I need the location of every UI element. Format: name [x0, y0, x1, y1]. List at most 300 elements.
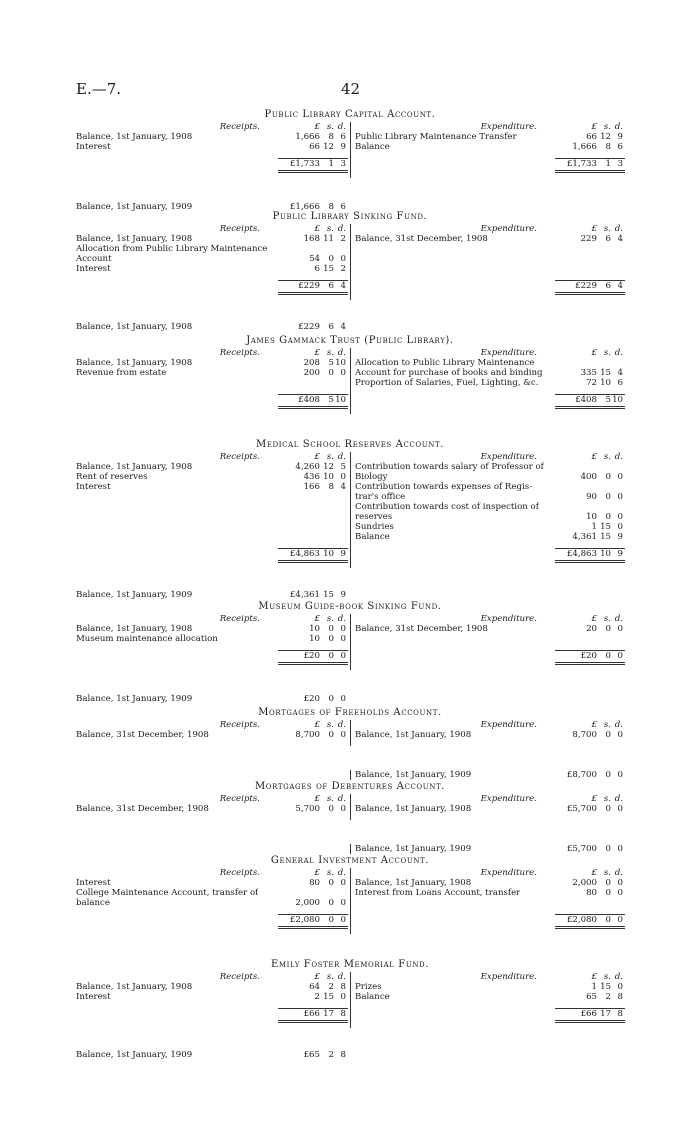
pounds: 208 — [303, 358, 320, 368]
column-units — [555, 794, 625, 804]
row-label: Proportion of Salaries, Fuel, Lighting, &c. — [355, 378, 539, 388]
pounds: 1,666 — [572, 142, 597, 152]
total-row — [350, 548, 627, 558]
row-label: Prizes — [355, 982, 382, 992]
amount — [555, 522, 625, 532]
row-label: Sundries — [355, 522, 394, 532]
amount — [278, 548, 348, 563]
receipts-heading — [74, 614, 350, 624]
pound-unit: £ — [314, 868, 320, 878]
pounds: 1 — [591, 522, 597, 532]
pounds: 1 — [591, 982, 597, 992]
row-label: College Maintenance Account, transfer of — [76, 888, 259, 898]
pence: 0 — [617, 492, 623, 502]
pounds: 64 — [309, 982, 320, 992]
pound-unit: £ — [591, 972, 597, 982]
column-rule — [350, 868, 351, 934]
pence: 0 — [340, 878, 346, 888]
amount — [555, 1008, 625, 1023]
shillings: 0 — [605, 651, 611, 661]
ledger-row — [74, 624, 350, 634]
receipts-heading — [74, 794, 350, 804]
row-label: Balance, 1st January, 1908 — [76, 462, 193, 472]
shillings: 17 — [600, 1009, 611, 1019]
pounds: £5,700 — [566, 844, 597, 854]
column-heading: Expenditure. — [480, 614, 537, 624]
receipts-heading — [74, 720, 350, 730]
receipts-heading — [74, 224, 350, 234]
shillings: 0 — [605, 915, 611, 925]
page-number: 42 — [341, 80, 361, 98]
row-label: Balance, 1st January, 1908 — [76, 982, 193, 992]
amount — [555, 624, 625, 634]
pound-unit: £ — [314, 452, 320, 462]
amount — [555, 982, 625, 992]
pence: 6 — [340, 202, 346, 212]
pounds: 66 — [586, 132, 597, 142]
amount — [278, 898, 348, 908]
pounds: £4,863 — [289, 549, 320, 559]
column-units — [278, 614, 348, 624]
pence: 0 — [617, 730, 623, 740]
shillings: 0 — [605, 472, 611, 482]
ledger-row — [74, 482, 350, 492]
balance-carried-row — [74, 694, 350, 704]
row-label: Interest — [76, 142, 111, 152]
pound-unit: £ — [591, 122, 597, 132]
pounds: £229 — [298, 281, 320, 291]
pence: 0 — [617, 915, 623, 925]
pounds: 10 — [309, 634, 320, 644]
shilling-unit: s. — [603, 122, 611, 132]
pounds: 80 — [586, 888, 597, 898]
expenditure-heading — [350, 972, 627, 982]
pence: 2 — [340, 234, 346, 244]
pounds: 80 — [309, 878, 320, 888]
shilling-unit: s. — [603, 972, 611, 982]
pence: 0 — [617, 770, 623, 780]
amount — [278, 394, 348, 409]
shillings: 0 — [605, 512, 611, 522]
column-heading: Expenditure. — [480, 972, 537, 982]
shillings: 0 — [328, 804, 334, 814]
shillings: 0 — [328, 878, 334, 888]
pounds: 1,666 — [295, 132, 320, 142]
pence: 4 — [340, 482, 346, 492]
pounds: £20 — [303, 694, 320, 704]
row-label: Allocation to Public Library Maintenance — [355, 358, 535, 368]
amount — [278, 1050, 348, 1060]
pounds: 200 — [303, 368, 320, 378]
pence: 8 — [340, 982, 346, 992]
pence: 0 — [340, 634, 346, 644]
amount — [278, 804, 348, 814]
pence-unit: d. — [337, 614, 346, 624]
column-rule — [350, 348, 351, 414]
pound-unit: £ — [314, 348, 320, 358]
pounds: £20 — [580, 651, 597, 661]
ledger-row — [350, 992, 627, 1002]
ledger-row — [350, 982, 627, 992]
row-label: Balance, 1st January, 1909 — [76, 694, 193, 704]
account-title: Mortgages of Debentures Account. — [254, 781, 446, 792]
row-label: Balance — [355, 532, 390, 542]
row-label: trar's office — [355, 492, 406, 502]
row-label: Balance, 1st January, 1908 — [76, 322, 193, 332]
pound-unit: £ — [591, 348, 597, 358]
pounds: £65 — [303, 1050, 320, 1060]
amount — [278, 694, 348, 704]
pounds: £2,080 — [566, 915, 597, 925]
ledger-row — [350, 234, 627, 244]
shillings: 2 — [605, 992, 611, 1002]
amount — [555, 650, 625, 665]
row-label: Balance, 1st January, 1908 — [355, 878, 472, 888]
total-row — [350, 280, 627, 290]
pounds: 8,700 — [295, 730, 320, 740]
pence-unit: d. — [337, 720, 346, 730]
amount — [278, 358, 348, 368]
pound-unit: £ — [314, 972, 320, 982]
pence-unit: d. — [614, 720, 623, 730]
column-rule — [350, 122, 351, 178]
amount — [278, 650, 348, 665]
amount — [555, 804, 625, 814]
pence-unit: d. — [337, 122, 346, 132]
pence: 9 — [340, 549, 346, 559]
balance-carried-row — [74, 1050, 350, 1060]
column-rule — [350, 452, 351, 568]
pence: 0 — [617, 878, 623, 888]
shillings: 0 — [605, 878, 611, 888]
amount — [555, 548, 625, 563]
column-units — [278, 868, 348, 878]
pence: 10 — [335, 395, 346, 405]
column-heading: Expenditure. — [480, 224, 537, 234]
pence: 6 — [617, 378, 623, 388]
shilling-unit: s. — [603, 614, 611, 624]
pence: 4 — [617, 368, 623, 378]
shilling-unit: s. — [603, 868, 611, 878]
shilling-unit: s. — [326, 452, 334, 462]
column-units — [278, 794, 348, 804]
row-label: Interest — [76, 482, 111, 492]
pence: 5 — [340, 462, 346, 472]
shilling-unit: s. — [603, 348, 611, 358]
shilling-unit: s. — [326, 122, 334, 132]
pounds: £66 — [580, 1009, 597, 1019]
row-label: Balance, 1st January, 1909 — [76, 590, 193, 600]
ledger-row — [74, 634, 350, 644]
pence: 0 — [617, 982, 623, 992]
ledger-row — [350, 888, 627, 898]
column-units — [555, 122, 625, 132]
shillings: 0 — [328, 730, 334, 740]
shillings: 8 — [328, 132, 334, 142]
pence: 0 — [340, 915, 346, 925]
shillings: 0 — [328, 651, 334, 661]
column-heading: Receipts. — [219, 122, 260, 132]
pence-unit: d. — [337, 224, 346, 234]
column-heading: Expenditure. — [480, 794, 537, 804]
ledger-row — [350, 502, 627, 512]
pence: 9 — [340, 590, 346, 600]
pounds: 20 — [586, 624, 597, 634]
shillings: 12 — [323, 462, 334, 472]
shillings: 5 — [328, 358, 334, 368]
pounds: 72 — [586, 378, 597, 388]
pence: 4 — [617, 234, 623, 244]
pounds: £66 — [303, 1009, 320, 1019]
pence: 0 — [340, 624, 346, 634]
ledger-row — [350, 378, 627, 388]
amount — [555, 888, 625, 898]
amount — [555, 472, 625, 482]
amount — [278, 132, 348, 142]
pound-unit: £ — [591, 868, 597, 878]
balance-carried-row — [74, 590, 350, 600]
pence: 6 — [340, 132, 346, 142]
pence: 10 — [612, 395, 623, 405]
amount — [555, 158, 625, 173]
expenditure-heading — [350, 720, 627, 730]
pence: 0 — [617, 844, 623, 854]
column-heading: Receipts. — [219, 868, 260, 878]
amount — [555, 914, 625, 929]
pound-unit: £ — [591, 720, 597, 730]
pence: 6 — [617, 142, 623, 152]
account-title: Mortgages of Freeholds Account. — [258, 707, 442, 718]
amount — [555, 770, 625, 780]
row-label: Interest — [76, 878, 111, 888]
column-units — [555, 224, 625, 234]
pounds: 4,260 — [295, 462, 320, 472]
pounds: 436 — [303, 472, 320, 482]
shilling-unit: s. — [326, 614, 334, 624]
amount — [278, 992, 348, 1002]
ledger-row — [350, 492, 627, 502]
amount — [278, 280, 348, 295]
account-title: Public Library Sinking Fund. — [272, 211, 428, 222]
pounds: 2 — [314, 992, 320, 1002]
ledger-row — [74, 898, 350, 908]
ledger-row — [350, 730, 627, 740]
column-rule — [350, 224, 351, 300]
shillings: 2 — [328, 1050, 334, 1060]
pence: 9 — [617, 549, 623, 559]
ledger-row — [74, 358, 350, 368]
pence-unit: d. — [337, 972, 346, 982]
pound-unit: £ — [591, 452, 597, 462]
column-units — [278, 452, 348, 462]
total-row — [350, 394, 627, 404]
pence: 9 — [617, 132, 623, 142]
pounds: £20 — [303, 651, 320, 661]
column-heading: Receipts. — [219, 972, 260, 982]
pence: 4 — [340, 322, 346, 332]
ledger-row — [350, 358, 627, 368]
amount — [278, 878, 348, 888]
pounds: £4,361 — [289, 590, 320, 600]
pounds: 400 — [580, 472, 597, 482]
ledger-row — [74, 132, 350, 142]
shillings: 11 — [323, 234, 334, 244]
ledger-row — [74, 142, 350, 152]
pence: 8 — [617, 1009, 623, 1019]
row-label: Revenue from estate — [76, 368, 167, 378]
column-units — [278, 720, 348, 730]
balance-carried-row — [74, 322, 350, 332]
shillings: 6 — [605, 281, 611, 291]
pence: 0 — [340, 651, 346, 661]
account-title: Public Library Capital Account. — [264, 109, 436, 120]
pence: 4 — [340, 281, 346, 291]
ledger-row — [74, 244, 350, 254]
pence-unit: d. — [614, 452, 623, 462]
ledger-row — [350, 512, 627, 522]
shillings: 15 — [600, 368, 611, 378]
pence: 0 — [617, 888, 623, 898]
total-row — [74, 394, 350, 404]
shilling-unit: s. — [326, 720, 334, 730]
shillings: 0 — [328, 694, 334, 704]
amount — [278, 234, 348, 244]
row-label: Balance, 1st January, 1909 — [355, 844, 472, 854]
row-label: Balance, 1st January, 1908 — [76, 624, 193, 634]
shillings: 0 — [328, 898, 334, 908]
column-units — [555, 720, 625, 730]
amount — [278, 482, 348, 492]
pence-unit: d. — [614, 614, 623, 624]
pence: 4 — [617, 281, 623, 291]
amount — [555, 992, 625, 1002]
shillings: 15 — [323, 992, 334, 1002]
pence: 3 — [617, 159, 623, 169]
row-label: Balance, 31st December, 1908 — [76, 804, 209, 814]
shillings: 15 — [600, 982, 611, 992]
amount — [555, 280, 625, 295]
total-row — [74, 548, 350, 558]
shilling-unit: s. — [603, 794, 611, 804]
expenditure-heading — [350, 868, 627, 878]
shillings: 12 — [600, 132, 611, 142]
shilling-unit: s. — [326, 972, 334, 982]
ledger-row — [350, 878, 627, 888]
amount — [278, 914, 348, 929]
pence-unit: d. — [614, 868, 623, 878]
expenditure-heading — [350, 348, 627, 358]
pound-unit: £ — [591, 794, 597, 804]
account-title: General Investment Account. — [270, 855, 430, 866]
row-label: Balance, 31st December, 1908 — [355, 624, 488, 634]
amount — [278, 634, 348, 644]
row-label: Balance — [355, 992, 390, 1002]
shillings: 0 — [328, 624, 334, 634]
row-label: reserves — [355, 512, 393, 522]
pence-unit: d. — [614, 224, 623, 234]
column-units — [278, 348, 348, 358]
pounds: 5,700 — [295, 804, 320, 814]
row-label: Contribution towards expenses of Regis- — [355, 482, 533, 492]
shilling-unit: s. — [326, 224, 334, 234]
total-row — [74, 280, 350, 290]
pence: 0 — [340, 694, 346, 704]
pence: 0 — [617, 472, 623, 482]
amount — [555, 532, 625, 542]
pence-unit: d. — [614, 794, 623, 804]
pounds: 90 — [586, 492, 597, 502]
shillings: 0 — [605, 730, 611, 740]
row-label: Balance, 1st January, 1908 — [355, 730, 472, 740]
pounds: £1,733 — [566, 159, 597, 169]
pound-unit: £ — [314, 122, 320, 132]
total-row — [74, 158, 350, 168]
column-rule — [350, 720, 351, 746]
column-heading: Expenditure. — [480, 720, 537, 730]
shilling-unit: s. — [603, 224, 611, 234]
pound-unit: £ — [591, 224, 597, 234]
row-label: Rent of reserves — [76, 472, 148, 482]
shillings: 0 — [605, 888, 611, 898]
pence: 2 — [340, 264, 346, 274]
pounds: 65 — [586, 992, 597, 1002]
row-label: Interest from Loans Account, transfer — [355, 888, 521, 898]
pounds: £229 — [298, 322, 320, 332]
pound-unit: £ — [314, 720, 320, 730]
shillings: 0 — [605, 492, 611, 502]
shillings: 10 — [600, 549, 611, 559]
row-label: Balance, 1st January, 1908 — [76, 132, 193, 142]
pound-unit: £ — [314, 224, 320, 234]
amount — [278, 730, 348, 740]
pounds: 229 — [580, 234, 597, 244]
row-label: Balance, 1st January, 1908 — [76, 358, 193, 368]
column-heading: Expenditure. — [480, 348, 537, 358]
shillings: 15 — [323, 590, 334, 600]
ledger-row — [74, 730, 350, 740]
shillings: 0 — [605, 770, 611, 780]
pence: 0 — [340, 992, 346, 1002]
receipts-heading — [74, 348, 350, 358]
ledger-row — [350, 532, 627, 542]
row-label: Interest — [76, 992, 111, 1002]
shillings: 2 — [328, 982, 334, 992]
pence: 8 — [340, 1009, 346, 1019]
amount — [278, 264, 348, 274]
expenditure-heading — [350, 452, 627, 462]
column-units — [278, 972, 348, 982]
row-label: Biology — [355, 472, 388, 482]
pence: 8 — [617, 992, 623, 1002]
shillings: 6 — [605, 234, 611, 244]
column-units — [555, 614, 625, 624]
amount — [555, 132, 625, 142]
pence: 0 — [340, 730, 346, 740]
shillings: 0 — [328, 254, 334, 264]
shillings: 10 — [323, 549, 334, 559]
ledger-row — [350, 472, 627, 482]
amount — [278, 1008, 348, 1023]
balance-carried-row — [350, 770, 627, 780]
ledger-row — [74, 368, 350, 378]
pounds: £408 — [298, 395, 320, 405]
pence-unit: d. — [614, 122, 623, 132]
shilling-unit: s. — [603, 452, 611, 462]
ledger-row — [350, 368, 627, 378]
pence: 10 — [335, 358, 346, 368]
pence: 3 — [340, 159, 346, 169]
row-label: Balance, 31st December, 1908 — [355, 234, 488, 244]
